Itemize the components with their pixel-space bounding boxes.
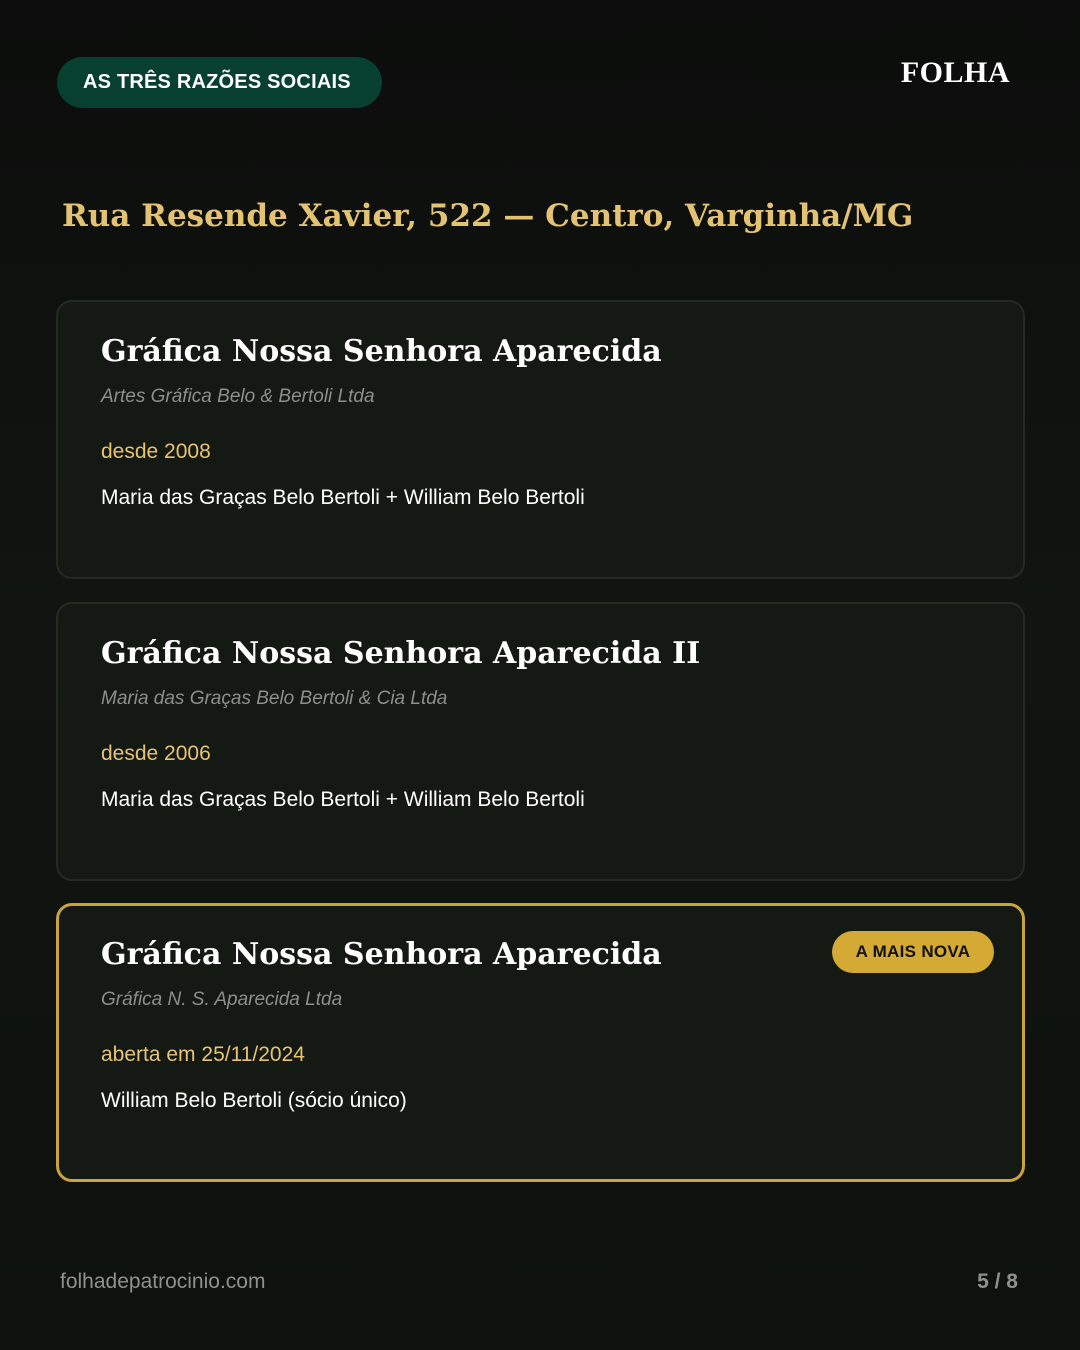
address-heading: Rua Resende Xavier, 522 — Centro, Varginha/MG (62, 198, 914, 234)
page-counter: 5 / 8 (977, 1270, 1018, 1293)
newest-badge: A MAIS NOVA (832, 931, 994, 973)
company-since: desde 2006 (101, 742, 211, 765)
company-title: Gráfica Nossa Senhora Aparecida (101, 334, 662, 369)
company-legal-name: Artes Gráfica Belo & Bertoli Ltda (101, 386, 375, 407)
company-title: Gráfica Nossa Senhora Aparecida II (101, 636, 701, 671)
brand-logo: FOLHA (900, 56, 1010, 89)
footer-url: folhadepatrocinio.com (60, 1270, 266, 1293)
company-partners: Maria das Graças Belo Bertoli + William Belo Bertoli (101, 788, 585, 811)
company-legal-name: Gráfica N. S. Aparecida Ltda (101, 989, 343, 1010)
company-title: Gráfica Nossa Senhora Aparecida (101, 937, 662, 972)
company-since: aberta em 25/11/2024 (101, 1043, 305, 1066)
company-partners: Maria das Graças Belo Bertoli + William Belo Bertoli (101, 486, 585, 509)
company-since: desde 2008 (101, 440, 211, 463)
company-card (56, 602, 1025, 881)
company-legal-name: Maria das Graças Belo Bertoli & Cia Ltda (101, 688, 448, 709)
company-card (56, 300, 1025, 579)
company-card-highlighted (56, 903, 1025, 1182)
company-partners: William Belo Bertoli (sócio único) (101, 1089, 407, 1112)
section-tag: AS TRÊS RAZÕES SOCIAIS (57, 57, 382, 108)
